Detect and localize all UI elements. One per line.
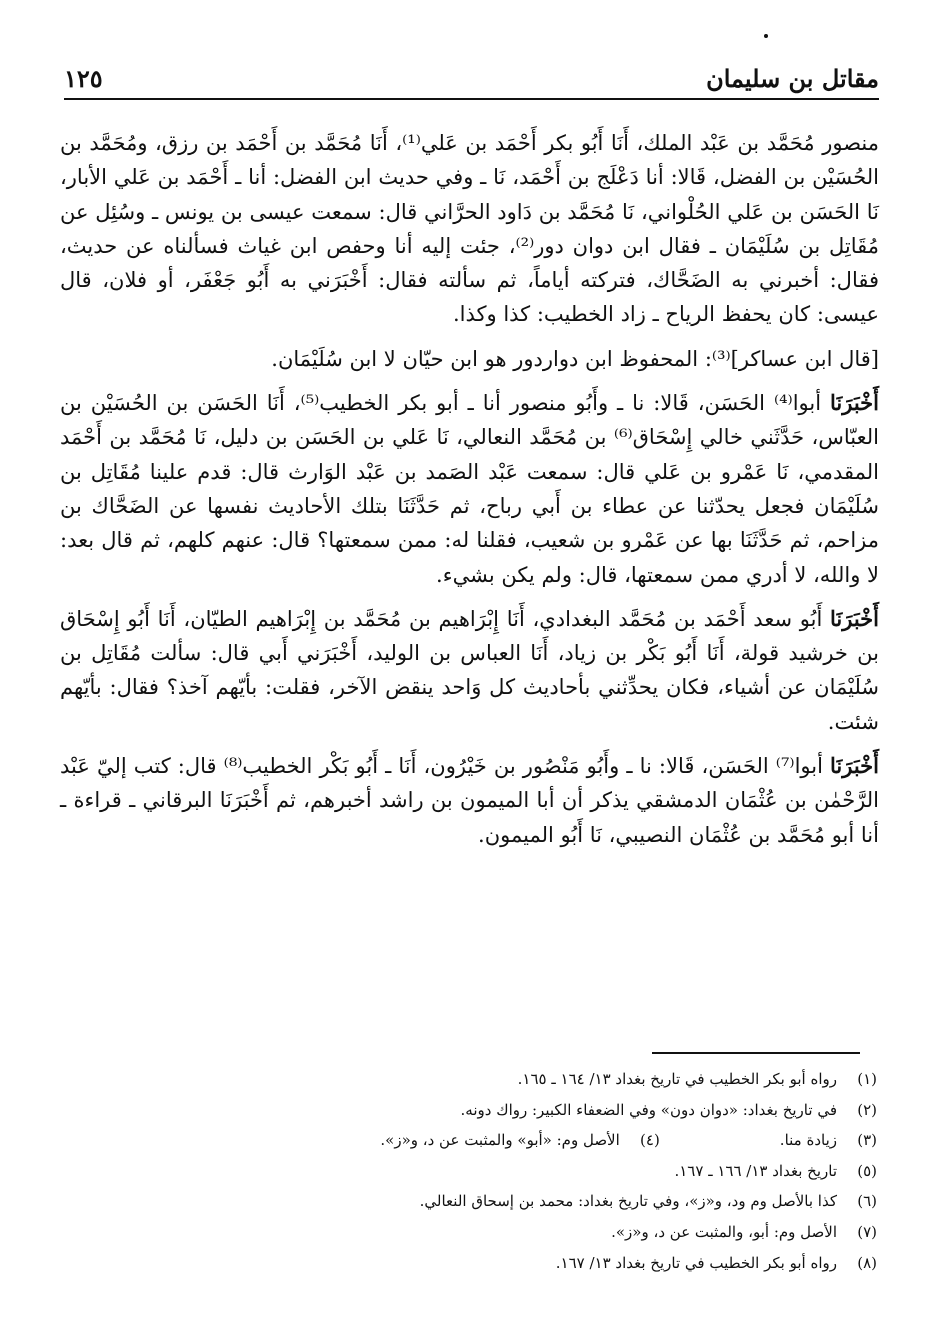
footnote [64, 1095, 877, 1126]
header-title: مقاتل بن سليمان [706, 63, 879, 93]
footnote-text: كذا بالأصل وم ود، و«ز»، وفي تاريخ بغداد: محمد بن إسحاق النعالي. [419, 1192, 837, 1211]
footnote-text: رواه أبو بكر الخطيب في تاريخ بغداد ١٣/ ١٦٤ ـ ١٦٥. [517, 1070, 837, 1088]
footnote-text: في تاريخ بغداد: «دوان دون» وفي الضعفاء الكبير: رواك دونه. [460, 1100, 837, 1119]
page-number: ١٢٥ [64, 63, 103, 93]
paragraph-5 [60, 749, 879, 852]
footnote-separator [652, 1052, 860, 1054]
footnote-text: الأصل وم: أبو، والمثبت عن د، و«ز». [611, 1222, 837, 1241]
paragraph-text: [قال ابن عساكر]⁽³⁾: المحفوظ ابن دواردور هو ابن حيّان لا ابن سُلَيْمَان. [271, 346, 879, 371]
footnote-number: (٣) [857, 1131, 877, 1150]
page-mark [764, 34, 768, 38]
main-text [60, 126, 879, 862]
paragraph-lead: أَخْبَرَنَا [830, 390, 879, 416]
footnote-number: (٨) [857, 1253, 877, 1272]
paragraph-text: أَبُو سعد أَحْمَد بن مُحَمَّد البغدادي، أَنَا إِبْرَاهيم بن مُحَمَّد بن إِبْرَاهيم الطيّان، أَنَا أَبُو إِسْحَاق بن خرشيد قولة، أَنَا أَبُو بَكْر بن زياد، أَنَا العباس بن الوليد، أَخْبَرَني أَبي قال: سألت مُقَاتِل بن سُلَيْمَان عن أشياء، فكان يحدِّثني بأحاديث كل وَاحد ينقض الآخر، فقلت: بأيّهم آخذ؟ فقال: بأيّهم شئت. [60, 606, 879, 734]
footnote [64, 1186, 877, 1217]
paragraph-text: منصور مُحَمَّد بن عَبْد الملك، أَنَا أَبُو بكر أَحْمَد بن عَلي⁽¹⁾، أَنَا مُحَمَّد بن أَحْمَد بن رزق، ومُحَمَّد بن الحُسَيْن بن الفضل، قَالا: أنا دَعْلَج بن أَحْمَد، نَا ـ وفي حديث ابن الفضل: أنا ـ أَحْمَد بن عَلي الأبار، نَا الحَسَن بن عَلي الحُلْواني، نَا مُحَمَّد بن دَاود الحرَّاني قال: سمعت عيسى بن يونس ـ وسُئِل عن مُقَاتِل بن سُلَيْمَان ـ فقال ابن دوان دور⁽²⁾، جئت إليه أنا وحفص ابن غياث فسألناه عن حديث، فقال: أخبرني به الضَحَّاك، فتركته أياماً، ثم سألته فقال: أَخْبَرَني به أَبُو جَعْفَر، أو فلان، قال عيسى: كان يحفظ الرياح ـ زاد الخطيب: كذا وكذا. [60, 131, 879, 327]
footnote-number: (٦) [857, 1192, 877, 1211]
paragraph-text: أبوا⁽⁴⁾ الحَسَن، قَالا: نا ـ وأَبُو منصور أنا ـ أبو بكر الخطيب⁽⁵⁾، أَنَا الحَسَن بن الحُسَيْن بن العبّاس، حَدَّثَني خالي إِسْحَاق⁽⁶⁾ بن مُحَمَّد النعالي، نَا عَلي بن الحَسَن بن دليل، نَا مُحَمَّد بن أَحْمَد المقدمي، نَا عَمْرو بن عَلي قال: سمعت عَبْد الصَمد بن عَبْد الوَارث قال: قدم علينا مُقَاتِل بن سُلَيْمَان فجعل يحدّثنا عن عطاء بن أَبي رباح، ثم حَدَّثَنَا بتلك الأحاديث نفسها عن الضَحَّاك بن مزاحم، ثم حَدَّثَنَا بها عن عَمْرو بن شعيب، فقلنا له: ممن سمعتها؟ قال: عنهم كلهم، ثم قال بعد: لا والله، لا أدري ممن سمعتها، قال: ولم يكن بشيء. [60, 391, 879, 587]
paragraph-lead: أَخْبَرَنَا [830, 605, 879, 631]
footnote-text: رواه أبو بكر الخطيب في تاريخ بغداد ١٣/ ١٦٧. [555, 1253, 837, 1272]
footnote-number: (٥) [857, 1161, 877, 1180]
footnote [64, 1064, 877, 1095]
footnote-text: تاريخ بغداد ١٣/ ١٦٦ ـ ١٦٧. [674, 1161, 837, 1180]
footnote [64, 1217, 877, 1248]
paragraph-1 [60, 126, 879, 332]
paragraph-2 [60, 342, 879, 376]
paragraph-4 [60, 602, 879, 739]
footnote-text: زيادة منا. [779, 1131, 837, 1150]
footnote-second [380, 1125, 659, 1156]
footnote-number: (٢) [857, 1100, 877, 1119]
footnote-number: (٤) [640, 1131, 660, 1150]
running-header [64, 58, 879, 100]
footnote-number: (٧) [857, 1222, 877, 1241]
paragraph-3 [60, 386, 879, 592]
footnote-text: الأصل وم: «أبو» والمثبت عن د، و«ز». [380, 1131, 620, 1150]
paragraph-text: أبوا⁽⁷⁾ الحَسَن، قَالا: نا ـ وأَبُو مَنْصُور بن خَيْرُون، أَنَا ـ أَبُو بَكْر الخطيب⁽⁸⁾ قال: كتب إليّ عَبْد الرَّحْمٰن بن عُثْمَان الدمشقي يذكر أن أبا الميمون بن راشد أخبرهم، ثم أَخْبَرَنَا البرقاني ـ قراءة ـ أنا أبو مُحَمَّد بن عُثْمَان النصيبي، نَا أَبُو الميمون. [60, 754, 879, 847]
footnote [64, 1248, 877, 1279]
footnote-number: (١) [857, 1070, 877, 1088]
paragraph-lead: أَخْبَرَنَا [830, 753, 879, 779]
footnote-pair [64, 1125, 877, 1156]
footnote [64, 1156, 877, 1187]
footnotes [64, 1064, 877, 1278]
